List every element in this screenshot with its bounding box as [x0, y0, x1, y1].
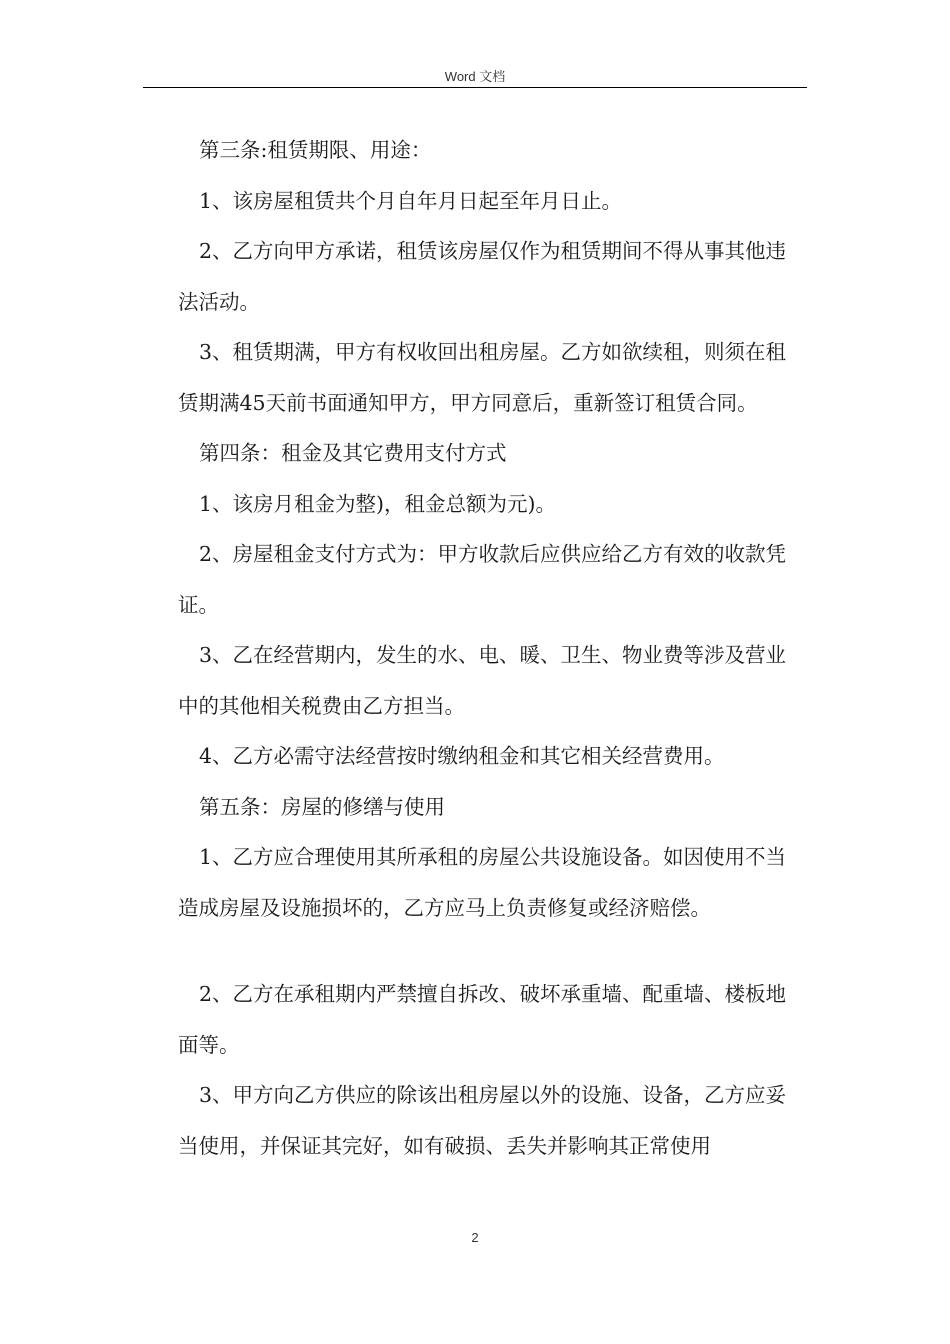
article-5-heading: 第五条：房屋的修缮与使用 — [199, 794, 445, 819]
article-3-heading: 第三条:租赁期限、用途： — [199, 138, 432, 162]
article-3-item-3: 3、租赁期满，甲方有权收回出租房屋。乙方如欲续租，则须在租赁期满45天前书面通知甲方，甲方同意后，重新签订租赁合同。 — [178, 340, 787, 415]
article-4-item-2: 2、房屋租金支付方式为：甲方收款后应供应给乙方有效的收款凭证。 — [178, 542, 787, 617]
article-4-heading: 第四条：租金及其它费用支付方式 — [199, 441, 507, 465]
document-body — [178, 125, 798, 1171]
article-4-item-1: 1、该房月租金为整)，租金总额为元)。 — [199, 491, 557, 516]
article-4-item-3: 3、乙在经营期内，发生的水、电、暖、卫生、物业费等涉及营业中的其他相关税费由乙方担当。 — [178, 643, 787, 718]
article-3-item-1: 1、该房屋租赁共个月自年月日起至年月日止。 — [199, 188, 623, 213]
article-4-item-4: 4、乙方必需守法经营按时缴纳租金和其它相关经营费用。 — [199, 744, 725, 768]
article-5-item-1: 1、乙方应合理使用其所承租的房屋公共设施设备。如因使用不当造成房屋及设施损坏的，乙方应马上负责修复或经济赔偿。 — [178, 845, 787, 920]
page-number: 2 — [471, 1230, 479, 1245]
article-5-item-3: 3、甲方向乙方供应的除该出租房屋以外的设施、设备，乙方应妥当使用，并保证其完好，如有破损、丢失并影响其正常使用 — [178, 1083, 787, 1158]
page-header: Word 文档 — [444, 69, 506, 84]
article-5-item-2: 2、乙方在承租期内严禁擅自拆改、破坏承重墙、配重墙、楼板地面等。 — [178, 982, 787, 1057]
blank-line — [178, 933, 798, 969]
article-3-item-2: 2、乙方向甲方承诺，租赁该房屋仅作为租赁期间不得从事其他违法活动。 — [178, 239, 787, 314]
header-divider — [143, 87, 807, 88]
